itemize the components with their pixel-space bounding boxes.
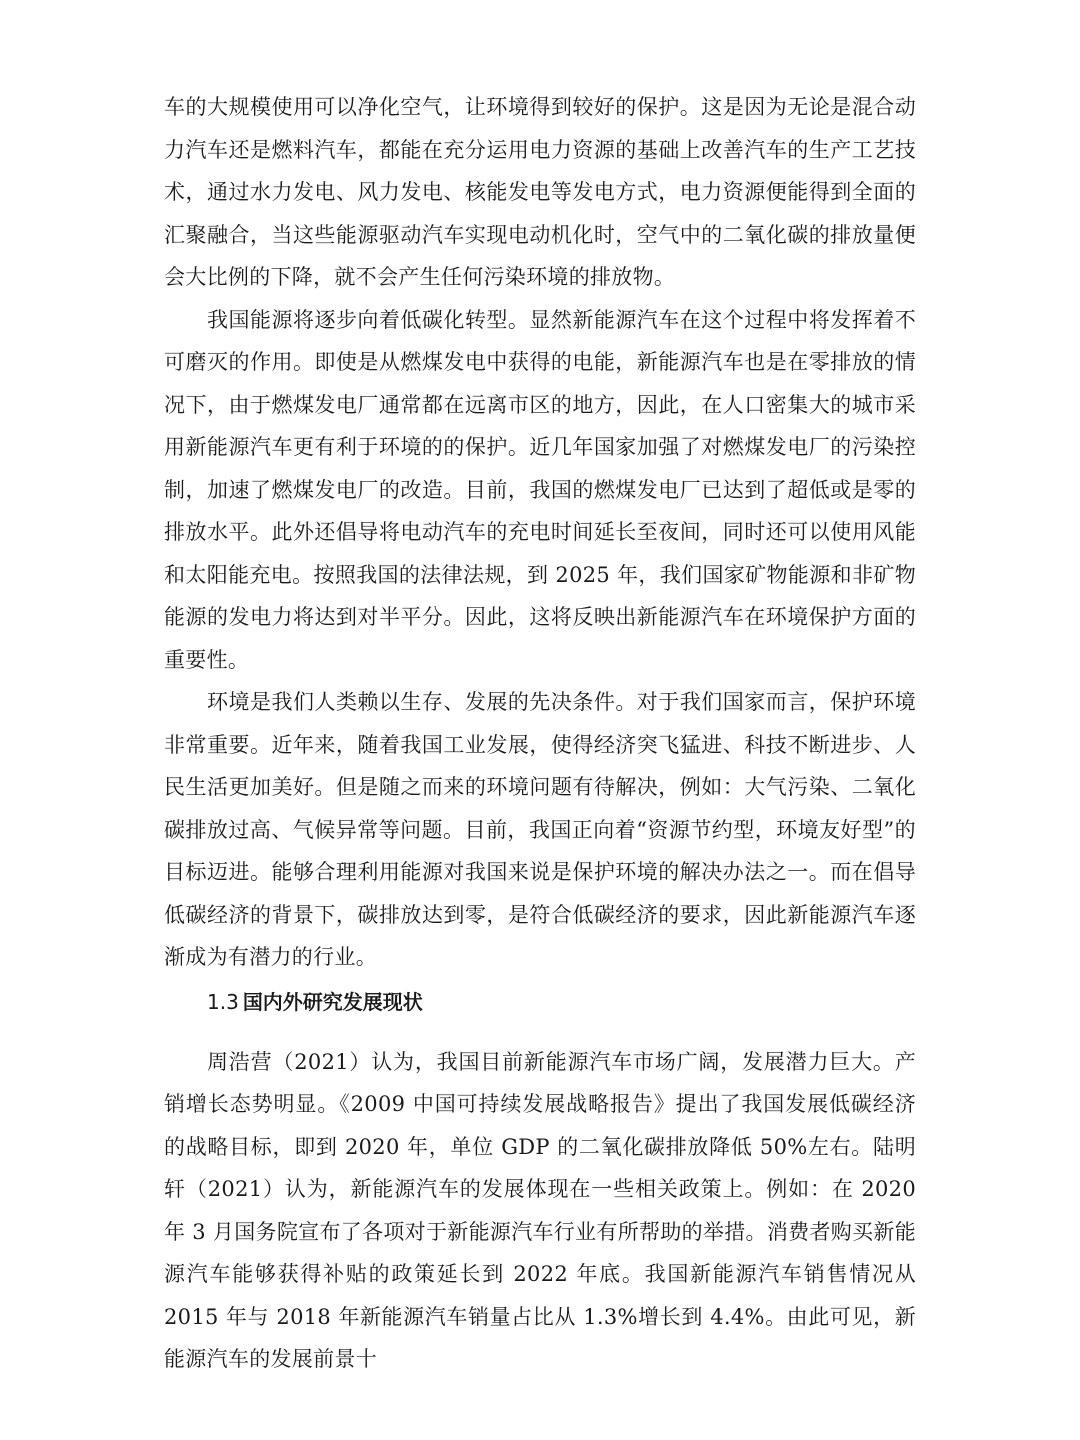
section-number: 1.3 xyxy=(207,989,239,1014)
section-heading xyxy=(164,979,916,1041)
section-title: 国内外研究发展现状 xyxy=(242,989,423,1014)
document-page xyxy=(164,86,916,1381)
paragraph-emissions-benefit: 车的大规模使用可以净化空气，让环境得到较好的保护。这是因为无论是混合动力汽车还是燃料汽车，都能在充分运用电力资源的基础上改善汽车的生产工艺技术，通过水力发电、风力发电、核能发电等发电方式，电力资源便能得到全面的汇聚融合，当这些能源驱动汽车实现电动机化时，空气中的二氧化碳的排放量便会大比例的下降，就不会产生任何污染环境的排放物。 xyxy=(164,95,916,289)
paragraph-low-carbon-transition: 我国能源将逐步向着低碳化转型。显然新能源汽车在这个过程中将发挥着不可磨灭的作用。即使是从燃煤发电中获得的电能，新能源汽车也是在零排放的情况下，由于燃煤发电厂通常都在远离市区的地方，因此，在人口密集大的城市采用新能源汽车更有利于环境的的保护。近几年国家加强了对燃煤发电厂的污染控制，加速了燃煤发电厂的改造。目前，我国的燃煤发电厂已达到了超低或是零的排放水平。此外还倡导将电动汽车的充电时间延长至夜间，同时还可以使用风能和太阳能充电。按照我国的法律法规，到 2025 年，我们国家矿物能源和非矿物能源的发电力将达到对半平分。因此，这将反映出新能源汽车在环境保护方面的重要性。 xyxy=(164,307,916,672)
paragraph-research-status: 周浩营（2021）认为，我国目前新能源汽车市场广阔，发展潜力巨大。产销增长态势明显。《2009 中国可持续发展战略报告》提出了我国发展低碳经济的战略目标，即到 2020 年，单位 GDP 的二氧化碳排放降低 50%左右。陆明轩（2021）认为，新能源汽车的发展体现在一些相关政策上。例如：在 2020 年 3 月国务院宣布了各项对于新能源汽车行业有所帮助的举措。消费者购买新能源汽车能够获得补贴的政策延长到 2022 年底。我国新能源汽车销售情况从 2015 年与 2018 年新能源汽车销量占比从 1.3%增长到 4.4%。由此可见，新能源汽车的发展前景十 xyxy=(164,1049,916,1371)
paragraph-environment-importance: 环境是我们人类赖以生存、发展的先决条件。对于我们国家而言，保护环境非常重要。近年来，随着我国工业发展，使得经济突飞猛进、科技不断进步、人民生活更加美好。但是随之而来的环境问题有待解决，例如：大气污染、二氧化碳排放过高、气候异常等问题。目前，我国正向着“资源节约型，环境友好型”的目标迈进。能够合理利用能源对我国来说是保护环境的解决办法之一。而在倡导低碳经济的背景下，碳排放达到零，是符合低碳经济的要求，因此新能源汽车逐渐成为有潜力的行业。 xyxy=(164,690,916,969)
